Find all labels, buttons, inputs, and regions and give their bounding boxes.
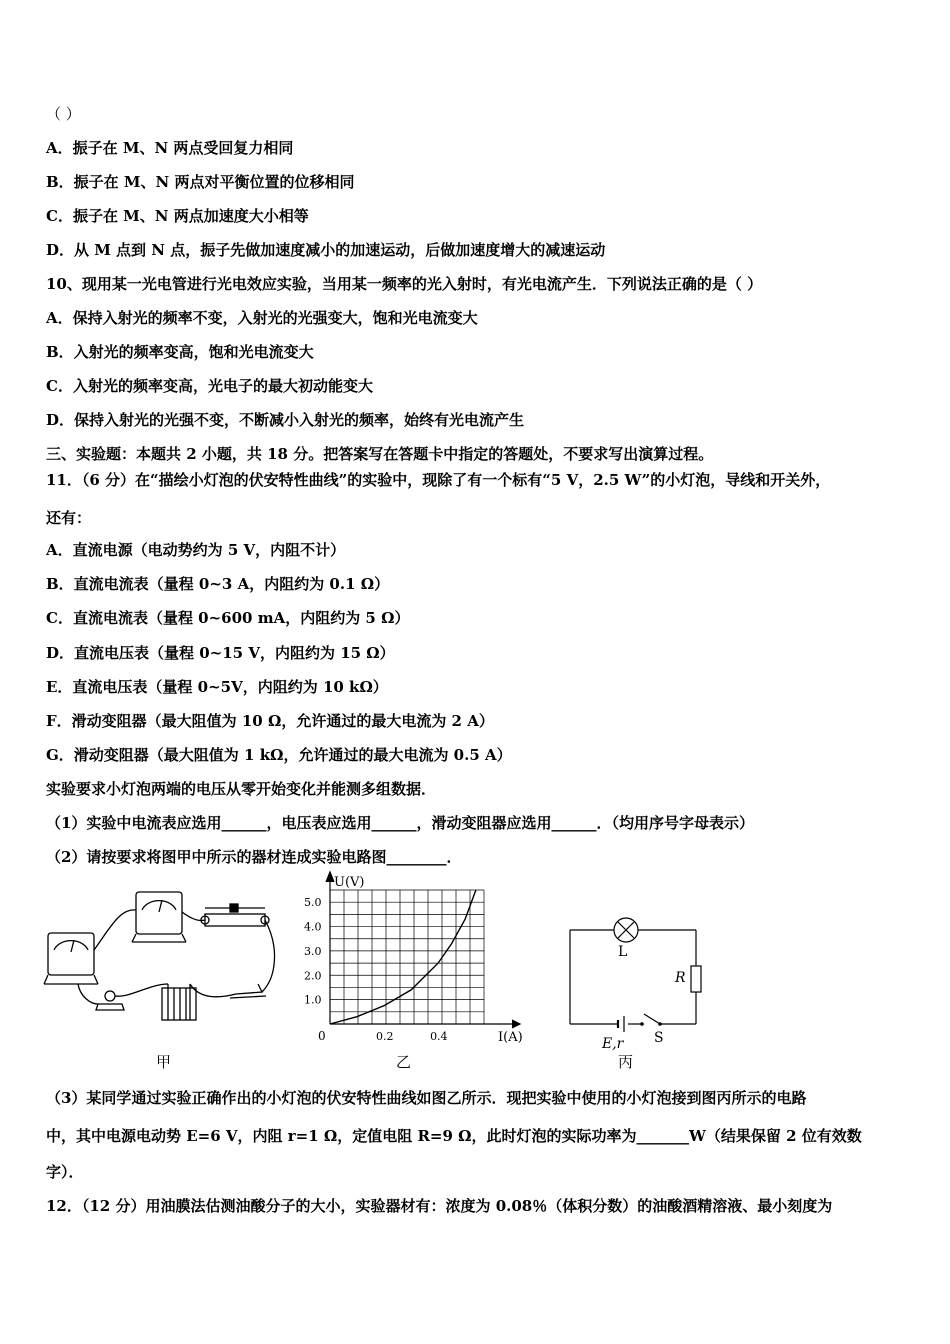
figure-yi-chart [300,868,540,1044]
q11-option-g: G．滑动变阻器（最大阻值为 1 kΩ，允许通过的最大电流为 0.5 A） [46,746,512,764]
y-tick-label: 3.0 [304,944,322,958]
resistor-label: R [675,970,686,986]
q11-option-b: B．直流电流表（量程 0~3 A，内阻约为 0.1 Ω） [46,575,390,593]
figure-bing-circuit [560,912,710,1052]
q11-option-c: C．直流电流表（量程 0~600 mA，内阻约为 5 Ω） [46,609,410,627]
section-3-heading: 三、实验题：本题共 2 小题，共 18 分。把答案写在答题卡中指定的答题处，不要求写出演算过程。 [46,445,714,463]
q11-stem-1: 11．（6 分）在“描绘小灯泡的伏安特性曲线”的实验中，现除了有一个标有“5 V，2.5 W”的小灯泡，导线和开关外， [46,471,831,489]
q11-part-2: （2）请按要求将图甲中所示的器材连成实验电路图________． [46,848,462,866]
q12-stem: 12．（12 分）用油膜法估测油酸分子的大小，实验器材有：浓度为 0.08％（体积分数）的油酸酒精溶液、最小刻度为 [46,1197,833,1215]
figure-jia-apparatus [40,888,300,1028]
q10-option-a: A．保持入射光的频率不变，入射光的光强变大，饱和光电流变大 [46,309,478,327]
switch-symbol [644,1014,660,1024]
source-label: E,r [602,1036,624,1052]
y-axis-label: U(V) [334,875,365,890]
x-tick-label: 0.2 [376,1030,394,1043]
y-tick-label: 5.0 [304,896,322,910]
q9-option-a: A．振子在 M、N 两点受回复力相同 [46,139,294,157]
q11-part-1: （1）实验中电流表应选用______，电压表应选用______，滑动变阻器应选用______．（均用序号字母表示） [46,814,754,832]
q10-option-b: B．入射光的频率变高，饱和光电流变大 [46,343,314,361]
y-tick-label: 2.0 [304,969,322,983]
q11-option-d: D．直流电压表（量程 0~15 V，内阻约为 15 Ω） [46,644,395,662]
q9-bracket: （ ） [46,105,81,123]
ammeter-icon [136,892,182,934]
q9-option-b: B．振子在 M、N 两点对平衡位置的位移相同 [46,173,355,191]
q11-option-e: E．直流电压表（量程 0~5V，内阻约为 10 kΩ） [46,678,388,696]
figure-jia-caption: 甲 [156,1053,172,1071]
q11-part-3-line-1: （3）某同学通过实验正确作出的小灯泡的伏安特性曲线如图乙所示．现把实验中使用的小灯泡接到图丙所示的电路 [46,1089,807,1107]
q10-stem: 10、现用某一光电管进行光电效应实验，当用某一频率的光入射时，有光电流产生．下列说法正确的是（ ） [46,275,763,293]
resistor-symbol [691,966,701,992]
voltmeter-icon [48,933,94,975]
y-tick-label: 4.0 [304,920,322,934]
figure-bing-caption: 丙 [618,1053,634,1071]
lamp-icon [105,991,115,1001]
switch-icon [236,984,262,994]
battery-icon [162,988,196,1020]
q11-option-a: A．直流电源（电动势约为 5 V，内阻不计） [46,541,346,559]
x-tick-label: 0.4 [430,1030,448,1043]
rheostat-icon [205,914,265,926]
q9-option-d: D．从 M 点到 N 点，振子先做加速度减小的加速运动，后做加速度增大的减速运动 [46,241,606,259]
q9-option-c: C．振子在 M、N 两点加速度大小相等 [46,207,309,225]
q11-requirement: 实验要求小灯泡两端的电压从零开始变化并能测多组数据． [46,780,437,798]
lamp-label: L [618,944,628,960]
series-line [330,890,476,1024]
figure-yi-caption: 乙 [396,1053,412,1071]
switch-label: S [654,1030,664,1046]
x-axis-label: I(A) [498,1030,523,1044]
q11-part-3-line-3: 字）． [46,1163,84,1181]
y-tick-label: 1.0 [304,993,322,1007]
q10-option-d: D．保持入射光的光强不变，不断减小入射光的频率，始终有光电流产生 [46,411,525,429]
q10-option-c: C．入射光的频率变高，光电子的最大初动能变大 [46,377,373,395]
q11-part-3-line-2: 中，其中电源电动势 E=6 V，内阻 r=1 Ω，定值电阻 R=9 Ω，此时灯泡的实际功率为_______W（结果保留 2 位有效数 [46,1127,862,1145]
origin-label: 0 [318,1029,326,1043]
q11-option-f: F．滑动变阻器（最大阻值为 10 Ω，允许通过的最大电流为 2 A） [46,712,494,730]
q11-stem-2: 还有： [46,509,92,527]
